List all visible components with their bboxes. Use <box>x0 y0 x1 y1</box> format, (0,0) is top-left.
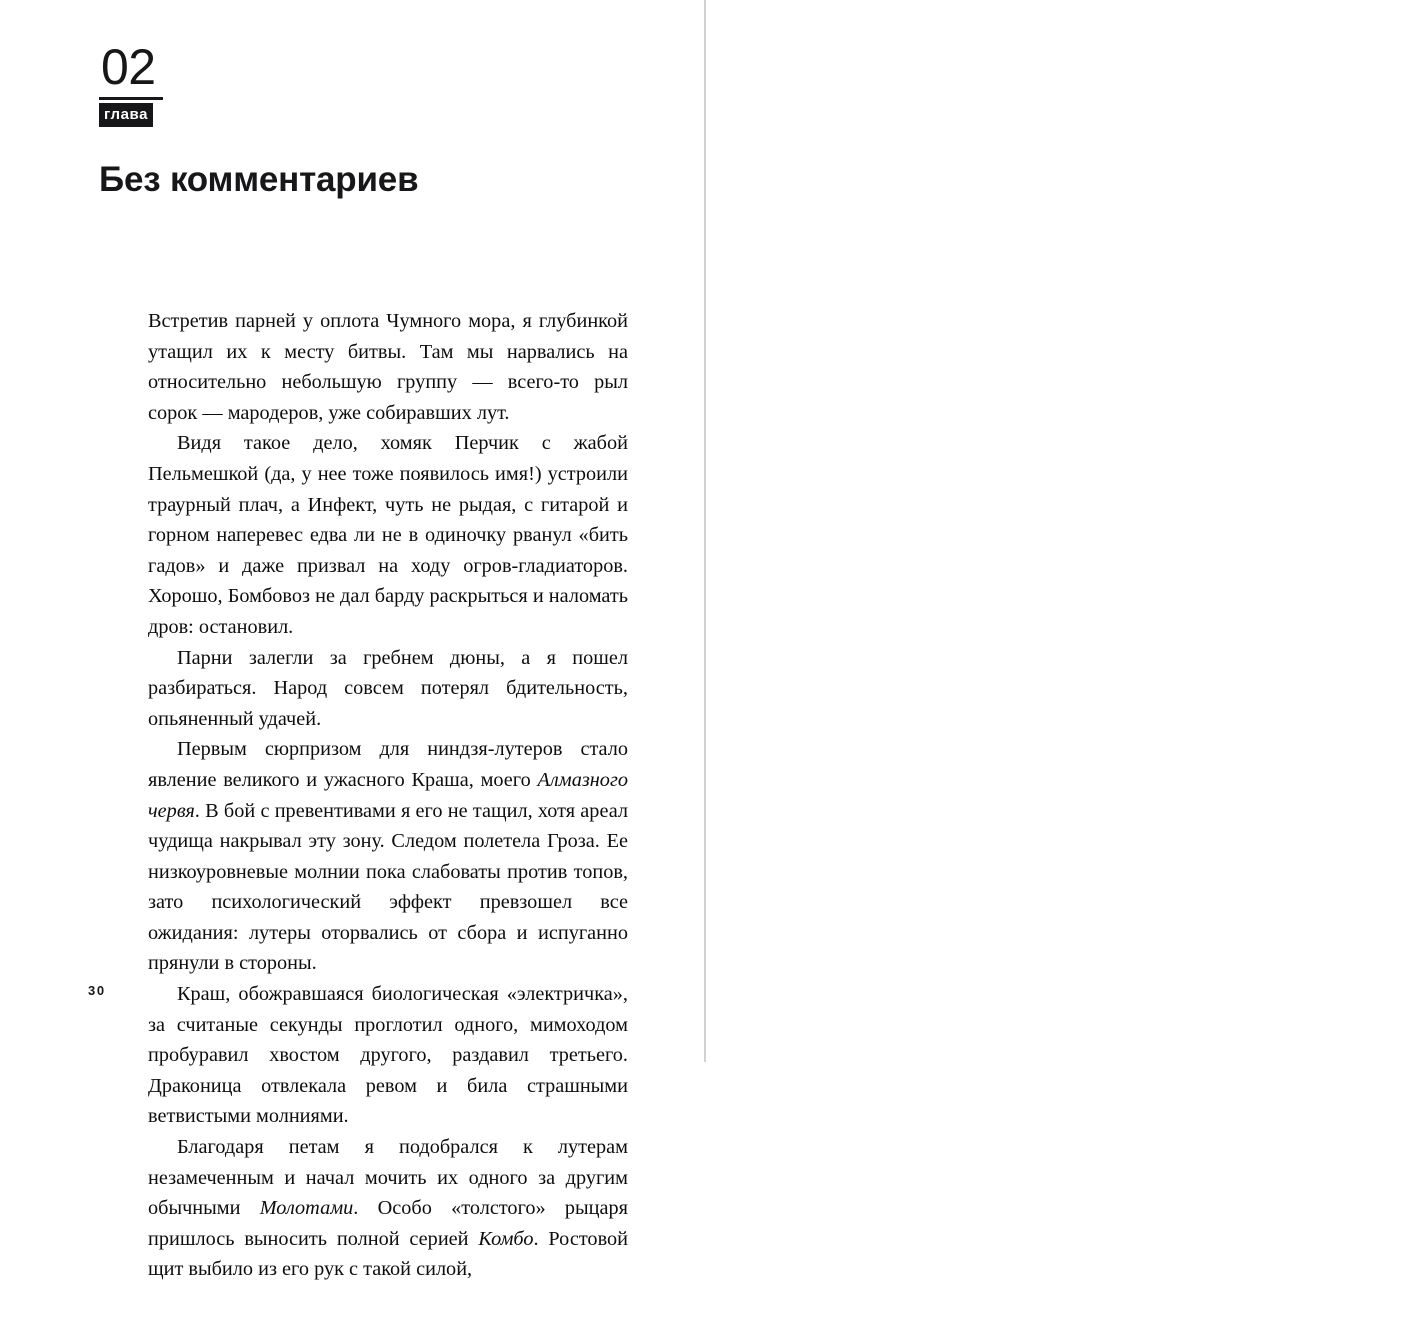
paragraph: Видя такое дело, хомяк Перчик с жабой Пельмешкой (да, у нее тоже появилось имя!) устроили траурный плач, а Инфект, чуть не рыдая, с гитарой и горном наперевес едва ли не в одиночку рванул «бить гадов» и даже призвал на ходу огров-гладиаторов. Хорошо, Бомбовоз не дал барду раскрыться и наломать дров: остановил. <box>148 432 628 638</box>
chapter-number: 02 <box>101 39 156 95</box>
page-number-left: 30 <box>88 983 106 998</box>
left-page-text-column <box>148 306 628 1285</box>
paragraph: Краш, обожравшаяся биологическая «электричка», за считаные секунды проглотил одного, мимоходом пробуравил хвостом другого, раздавил третьего. Драконица отвлекала ревом и била страшными ветвистыми молниями. <box>148 983 628 1128</box>
paragraph: Первым сюрпризом для ниндзя-лутеров стало явление великого и ужасного Краша, моего Алмазного червя. В бой с превентивами я его не тащил, хотя ареал чудища накрывал эту зону. Следом полетела Гроза. Ее низкоуровневые молнии пока слабоваты против топов, зато психологический эффект превзошел все ожидания: лутеры оторвались от сбора и испуганно прянули в стороны. <box>148 738 628 975</box>
left-page <box>0 0 705 1281</box>
italic-term: Комбо <box>478 1227 534 1250</box>
chapter-opener <box>99 39 519 200</box>
chapter-title: Без комментариев <box>99 160 419 199</box>
right-page <box>705 0 1410 1062</box>
italic-term: Молотами <box>259 1197 354 1220</box>
paragraph: Встретив парней у оплота Чумного мора, я глубинкой утащил их к месту битвы. Там мы нарвались на относительно небольшую группу — всего-то рыл сорок — мародеров, уже собиравших лут. <box>148 310 628 424</box>
chapter-rule-divider <box>99 97 163 100</box>
paragraph: Благодаря петам я подобрался к лутерам незамеченным и начал мочить их одного за другим обычными Молотами. Особо «толстого» рыцаря пришлось выносить полной серией Комбо. Ростовой щит выбило из его рук с такой силой, <box>148 1136 629 1281</box>
italic-term: Алмазного червя <box>148 768 628 822</box>
chapter-kicker-badge: глава <box>99 103 153 127</box>
paragraph: Парни залегли за гребнем дюны, а я пошел разбираться. Народ совсем потерял бдительность, опьяненный удачей. <box>148 646 628 730</box>
